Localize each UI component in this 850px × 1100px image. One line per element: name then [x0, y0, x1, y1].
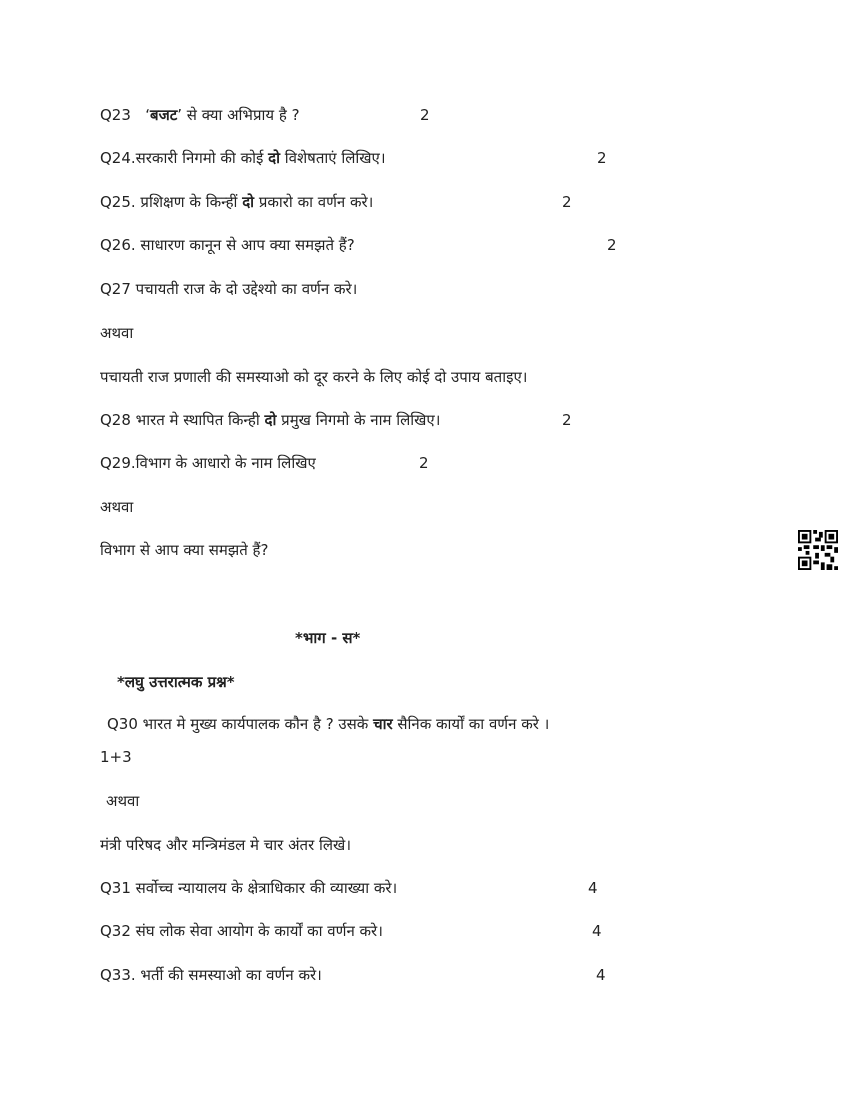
bold-term: दो	[264, 411, 277, 429]
question-q30-alternative: मंत्री परिषद और मन्त्रिमंडल मे चार अंतर लिखे।	[100, 836, 352, 854]
marks-q24: 2	[597, 149, 607, 167]
question-q27: Q27 पचायती राज के दो उद्देश्यो का वर्णन करे।	[100, 280, 358, 298]
question-q29: Q29.विभाग के आधारो के नाम लिखिए	[100, 454, 316, 472]
qr-code-icon	[798, 530, 838, 570]
question-q31: Q31 सर्वोच्च न्यायालय के क्षेत्राधिकार की व्याख्या करे।	[100, 879, 398, 897]
question-q33: Q33. भर्ती की समस्याओ का वर्णन करे।	[100, 966, 322, 984]
marks-q29: 2	[419, 454, 429, 472]
bold-term: दो	[242, 193, 255, 211]
question-q25: Q25. प्रशिक्षण के किन्हीं दो प्रकारो का वर्णन करे।	[100, 193, 374, 211]
marks-q30: 1+3	[100, 748, 132, 766]
marks-q23: 2	[420, 106, 430, 124]
marks-q28: 2	[562, 411, 572, 429]
bold-term: दो	[268, 149, 280, 167]
marks-q31: 4	[588, 879, 598, 897]
section-subheading: *लघु उत्तरात्मक प्रश्न*	[117, 673, 235, 691]
question-q32: Q32 संघ लोक सेवा आयोग के कार्यों का वर्णन करे।	[100, 922, 383, 940]
marks-q33: 4	[596, 966, 606, 984]
or-label: अथवा	[100, 498, 134, 516]
or-label: अथवा	[106, 792, 140, 810]
bold-term: बजट	[150, 106, 178, 124]
question-q26: Q26. साधारण कानून से आप क्या समझते हैं?	[100, 236, 355, 254]
question-q30: Q30 भारत मे मुख्य कार्यपालक कौन है ? उसके चार सैनिक कार्यों का वर्णन करे ।	[107, 715, 550, 733]
marks-q32: 4	[592, 922, 602, 940]
section-heading: *भाग - स*	[295, 629, 361, 647]
question-q27-alternative: पचायती राज प्रणाली की समस्याओ को दूर करने के लिए कोई दो उपाय बताइए।	[100, 368, 528, 386]
question-q28: Q28 भारत मे स्थापित किन्ही दो प्रमुख निगमो के नाम लिखिए।	[100, 411, 441, 429]
question-number: Q23	[100, 106, 131, 124]
question-q23: Q23 ‘बजट’ से क्या अभिप्राय है ?	[100, 106, 300, 124]
or-label: अथवा	[100, 324, 134, 342]
marks-q25: 2	[562, 193, 572, 211]
marks-q26: 2	[607, 236, 617, 254]
question-q24: Q24.सरकारी निगमो की कोई दो विशेषताएं लिखिए।	[100, 149, 386, 167]
bold-term: चार	[373, 715, 393, 733]
question-q29-alternative: विभाग से आप क्या समझते हैं?	[100, 541, 269, 559]
